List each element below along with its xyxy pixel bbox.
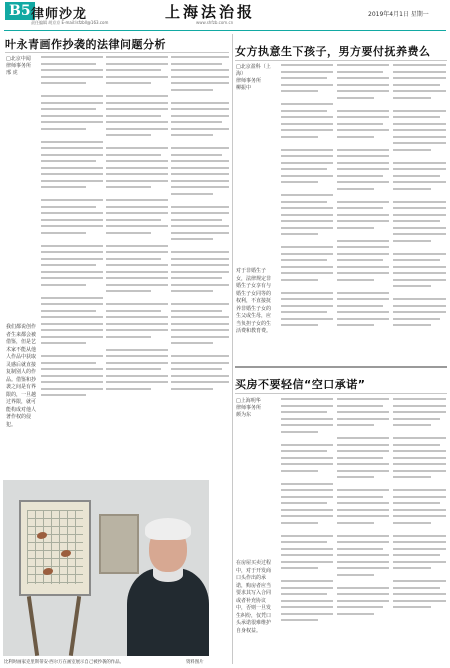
masthead xyxy=(0,0,450,30)
right-bottom-body-column xyxy=(337,398,389,660)
right-top-headline-rule xyxy=(235,60,447,61)
byline-line: □北京中闻 xyxy=(6,56,31,62)
right-bottom-body-column xyxy=(393,398,446,660)
left-byline xyxy=(6,56,36,77)
right-bottom-headline-rule xyxy=(235,393,447,394)
editor-credits: 责任编辑 胡京京 E-mail:lsfzbll@163.com xyxy=(31,20,109,25)
byline-line: 颜为东 xyxy=(236,412,252,418)
byline-line: 律师事务所 xyxy=(236,78,262,84)
right-top-byline xyxy=(236,64,274,92)
easel-leg xyxy=(69,596,81,656)
newspaper-url: www.shfzb.com.cn xyxy=(196,20,234,25)
right-bottom-byline xyxy=(236,398,274,419)
painting-pattern xyxy=(27,510,83,584)
right-bottom-article-headline: 买房不要轻信“空口承诺” xyxy=(235,378,366,391)
person-hair xyxy=(145,518,191,540)
left-article-headline: 叶永青画作抄袭的法律问题分析 xyxy=(5,38,166,51)
page-code-badge: B5 xyxy=(5,2,35,20)
byline-line: 柳振中 xyxy=(236,85,252,91)
byline-line: □北京盈科（上海） xyxy=(236,64,271,77)
right-bottom-body-column xyxy=(281,398,333,660)
background-frame xyxy=(99,514,139,574)
painting-photo xyxy=(3,480,209,656)
byline-line: □上海明华 xyxy=(236,398,261,404)
byline-line: 律师事务所 xyxy=(236,405,262,411)
photo-credit: 资料图片 xyxy=(186,660,204,665)
right-top-body-column xyxy=(281,64,333,360)
right-section-divider xyxy=(235,366,447,368)
right-top-article-headline: 女方执意生下孩子，男方要付抚养费么 xyxy=(235,45,431,58)
newspaper-title: 上海法治报 xyxy=(165,3,256,21)
right-top-body-column xyxy=(337,64,389,360)
left-body-column xyxy=(41,56,103,476)
easel-leg xyxy=(27,596,39,656)
byline-line: 律师事务所 xyxy=(6,63,32,69)
photo-caption: 比利时画家克里斯蒂安·西尔万在画室展示自己被抄袭的作品。 xyxy=(4,660,124,665)
left-pull-quote: 我们都说创作者生来都会被借鉴，但是艺术家不能从他人作品中获取灵感后就直接复制别人的作品。借鉴和抄袭之间是有界限的，一旦越过界限，就可能构成对他人著作权的侵犯。 xyxy=(6,324,37,428)
masthead-rule xyxy=(4,30,446,31)
right-bottom-pull-quote: 在房屋买卖过程中，对于开发商口头作出的承诺，购房者应当要求其写入合同或者补充协议中，否则一旦发生纠纷，仅凭口头承诺很难维护自身权益。 xyxy=(236,560,272,634)
left-body-column xyxy=(171,56,229,476)
right-top-body-column xyxy=(393,64,446,360)
left-body-column xyxy=(106,56,168,476)
section-title: 律师沙龙 xyxy=(31,7,88,22)
byline-line: 邢 虎 xyxy=(6,70,18,76)
left-headline-rule xyxy=(5,52,229,53)
page-column-divider xyxy=(232,34,233,664)
right-top-pull-quote: 对于非婚生子女，法律规定非婚生子女享有与婚生子女同等的权利，不直接抚养非婚生子女的生父或生母，应当负担子女的生活费和教育费。 xyxy=(236,268,272,334)
issue-date: 2019年4月1日 星期一 xyxy=(368,11,429,18)
